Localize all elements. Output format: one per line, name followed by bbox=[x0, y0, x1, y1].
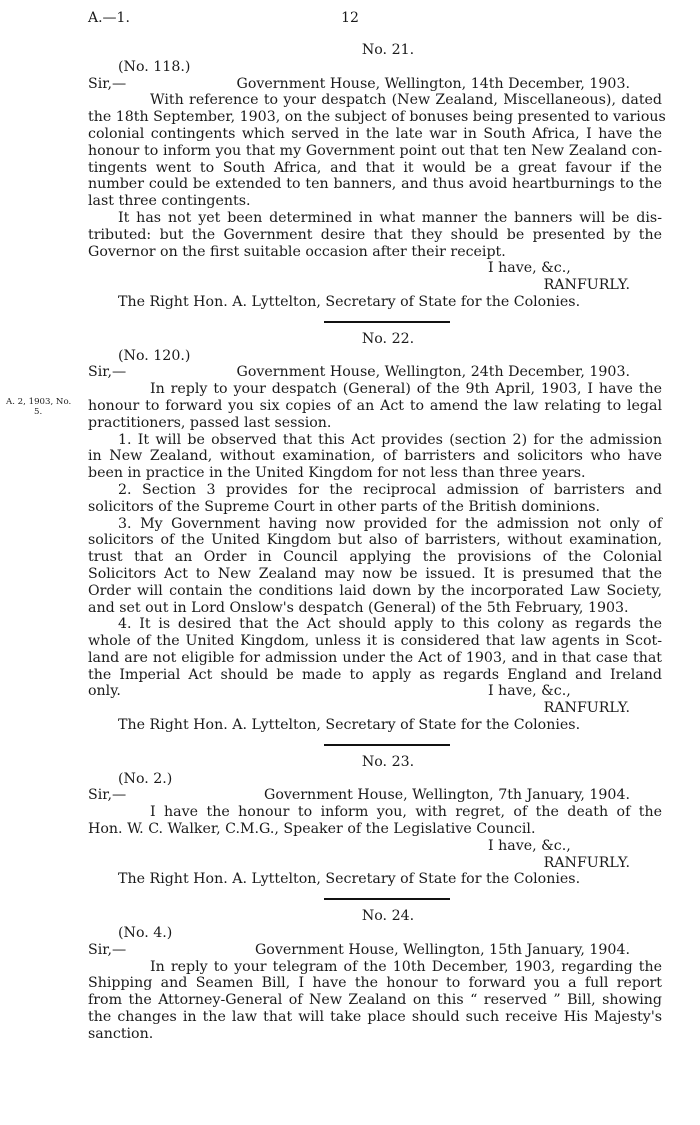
body-line: tributed: but the Government desire that they should be presented by the bbox=[88, 226, 662, 243]
place-date: Government House, Wellington, 24th December, 1903. bbox=[236, 364, 630, 381]
letter-number: No. 22. bbox=[361, 330, 415, 347]
body-line: colonial contingents which served in the late war in South Africa, I have the bbox=[88, 125, 662, 142]
salutation-line bbox=[88, 942, 662, 959]
signature: RANFURLY. bbox=[543, 277, 630, 294]
body-line: tingents went to South Africa, and that it would be a great favour if the bbox=[88, 159, 662, 176]
salutation-line bbox=[88, 787, 662, 804]
letter-ref: (No. 4.) bbox=[118, 925, 173, 942]
body-line: the 18th September, 1903, on the subject of bonuses being presented to various bbox=[88, 109, 666, 126]
body-line: Order will contain the conditions laid down by the incorporated Law Society, bbox=[88, 582, 662, 599]
salutation: Sir,— bbox=[88, 364, 127, 381]
section-divider bbox=[324, 898, 450, 900]
salutation: Sir,— bbox=[88, 75, 127, 92]
body-line: last three contingents. bbox=[88, 193, 251, 210]
letter-21 bbox=[88, 42, 666, 1043]
signature: RANFURLY. bbox=[543, 700, 630, 717]
addressee: The Right Hon. A. Lyttelton, Secretary of State for the Colonies. bbox=[118, 293, 581, 310]
body-line: solicitors of the Supreme Court in other parts of the British dominions. bbox=[88, 498, 601, 515]
closing-line bbox=[88, 683, 662, 700]
closing: I have, &c., bbox=[488, 837, 571, 854]
body-line: in New Zealand, without examination, of barristers and solicitors who have bbox=[88, 448, 662, 465]
body-line: In reply to your despatch (General) of the 9th April, 1903, I have the bbox=[150, 381, 662, 398]
margin-note bbox=[6, 397, 84, 417]
body-line: solicitors of the United Kingdom but also of barristers, without examination, bbox=[88, 532, 662, 549]
letter-number: No. 23. bbox=[361, 753, 415, 770]
salutation: Sir,— bbox=[88, 787, 127, 804]
letter-ref: (No. 118.) bbox=[118, 58, 191, 75]
place-date: Government House, Wellington, 7th January, 1904. bbox=[263, 787, 630, 804]
body-line: Shipping and Seamen Bill, I have the honour to forward you a full report bbox=[88, 975, 662, 992]
addressee: The Right Hon. A. Lyttelton, Secretary of State for the Colonies. bbox=[118, 871, 581, 888]
closing: I have, &c., bbox=[488, 683, 571, 700]
letter-number: No. 21. bbox=[361, 42, 415, 58]
body-line: and set out in Lord Onslow's despatch (General) of the 5th February, 1903. bbox=[88, 599, 629, 616]
body-line: trust that an Order in Council applying the provisions of the Colonial bbox=[88, 549, 662, 566]
body-line: sanction. bbox=[88, 1025, 154, 1042]
body-line: number could be extended to ten banners, and thus avoid heartburnings to the bbox=[88, 176, 662, 193]
document-reference: A.—1. bbox=[88, 10, 130, 26]
body-line: whole of the United Kingdom, unless it is considered that law agents in Scot- bbox=[88, 633, 662, 650]
body-line: been in practice in the United Kingdom for not less than three years. bbox=[88, 465, 586, 482]
body-line: In reply to your telegram of the 10th December, 1903, regarding the bbox=[150, 958, 662, 975]
body-line: honour to inform you that my Government point out that ten New Zealand con- bbox=[88, 142, 662, 159]
body-line: practitioners, passed last session. bbox=[88, 414, 332, 431]
salutation: Sir,— bbox=[88, 941, 127, 958]
margin-note-line: 5. bbox=[34, 407, 43, 417]
salutation-line bbox=[88, 76, 662, 93]
body-line: Solicitors Act to New Zealand may now be issued. It is presumed that the bbox=[88, 565, 662, 582]
page-number: 12 bbox=[341, 10, 359, 26]
body-line: It has not yet been determined in what manner the banners will be dis- bbox=[118, 209, 662, 226]
letter-ref: (No. 120.) bbox=[118, 347, 191, 364]
margin-note-line: A. 2, 1903, No. bbox=[6, 397, 72, 407]
body-line: Hon. W. C. Walker, C.M.G., Speaker of the Legislative Council. bbox=[88, 821, 536, 838]
body-line: I have the honour to inform you, with regret, of the death of the bbox=[150, 804, 662, 821]
body-line: 1. It will be observed that this Act provides (section 2) for the admission bbox=[118, 431, 662, 448]
body-line: With reference to your despatch (New Zealand, Miscellaneous), dated bbox=[150, 92, 662, 109]
body-line: the changes in the law that will take place should such receive His Majesty's bbox=[88, 1009, 662, 1026]
body-line: only. bbox=[88, 683, 121, 700]
letter-ref: (No. 2.) bbox=[118, 770, 173, 787]
section-divider bbox=[324, 744, 450, 746]
body-line: 4. It is desired that the Act should apply to this colony as regards the bbox=[118, 616, 662, 633]
body-line: the Imperial Act should be made to apply as regards England and Ireland bbox=[88, 666, 662, 683]
section-divider bbox=[324, 321, 450, 323]
body-line: from the Attorney-General of New Zealand on this “ reserved ” Bill, showing bbox=[88, 992, 662, 1009]
body-line: Governor on the first suitable occasion after their receipt. bbox=[88, 243, 506, 260]
closing: I have, &c., bbox=[488, 260, 571, 277]
body-line: 3. My Government having now provided for the admission not only of bbox=[118, 515, 662, 532]
addressee: The Right Hon. A. Lyttelton, Secretary of State for the Colonies. bbox=[118, 717, 581, 734]
place-date: Government House, Wellington, 15th January, 1904. bbox=[254, 941, 630, 958]
body-line: honour to forward you six copies of an Act to amend the law relating to legal bbox=[88, 397, 662, 414]
body-line: 2. Section 3 provides for the reciprocal admission of barristers and bbox=[118, 481, 662, 498]
letter-number: No. 24. bbox=[361, 908, 415, 925]
place-date: Government House, Wellington, 14th December, 1903. bbox=[236, 75, 630, 92]
salutation-line bbox=[88, 364, 662, 381]
body-line: land are not eligible for admission under the Act of 1903, and in that case that bbox=[88, 649, 662, 666]
signature: RANFURLY. bbox=[543, 854, 630, 871]
